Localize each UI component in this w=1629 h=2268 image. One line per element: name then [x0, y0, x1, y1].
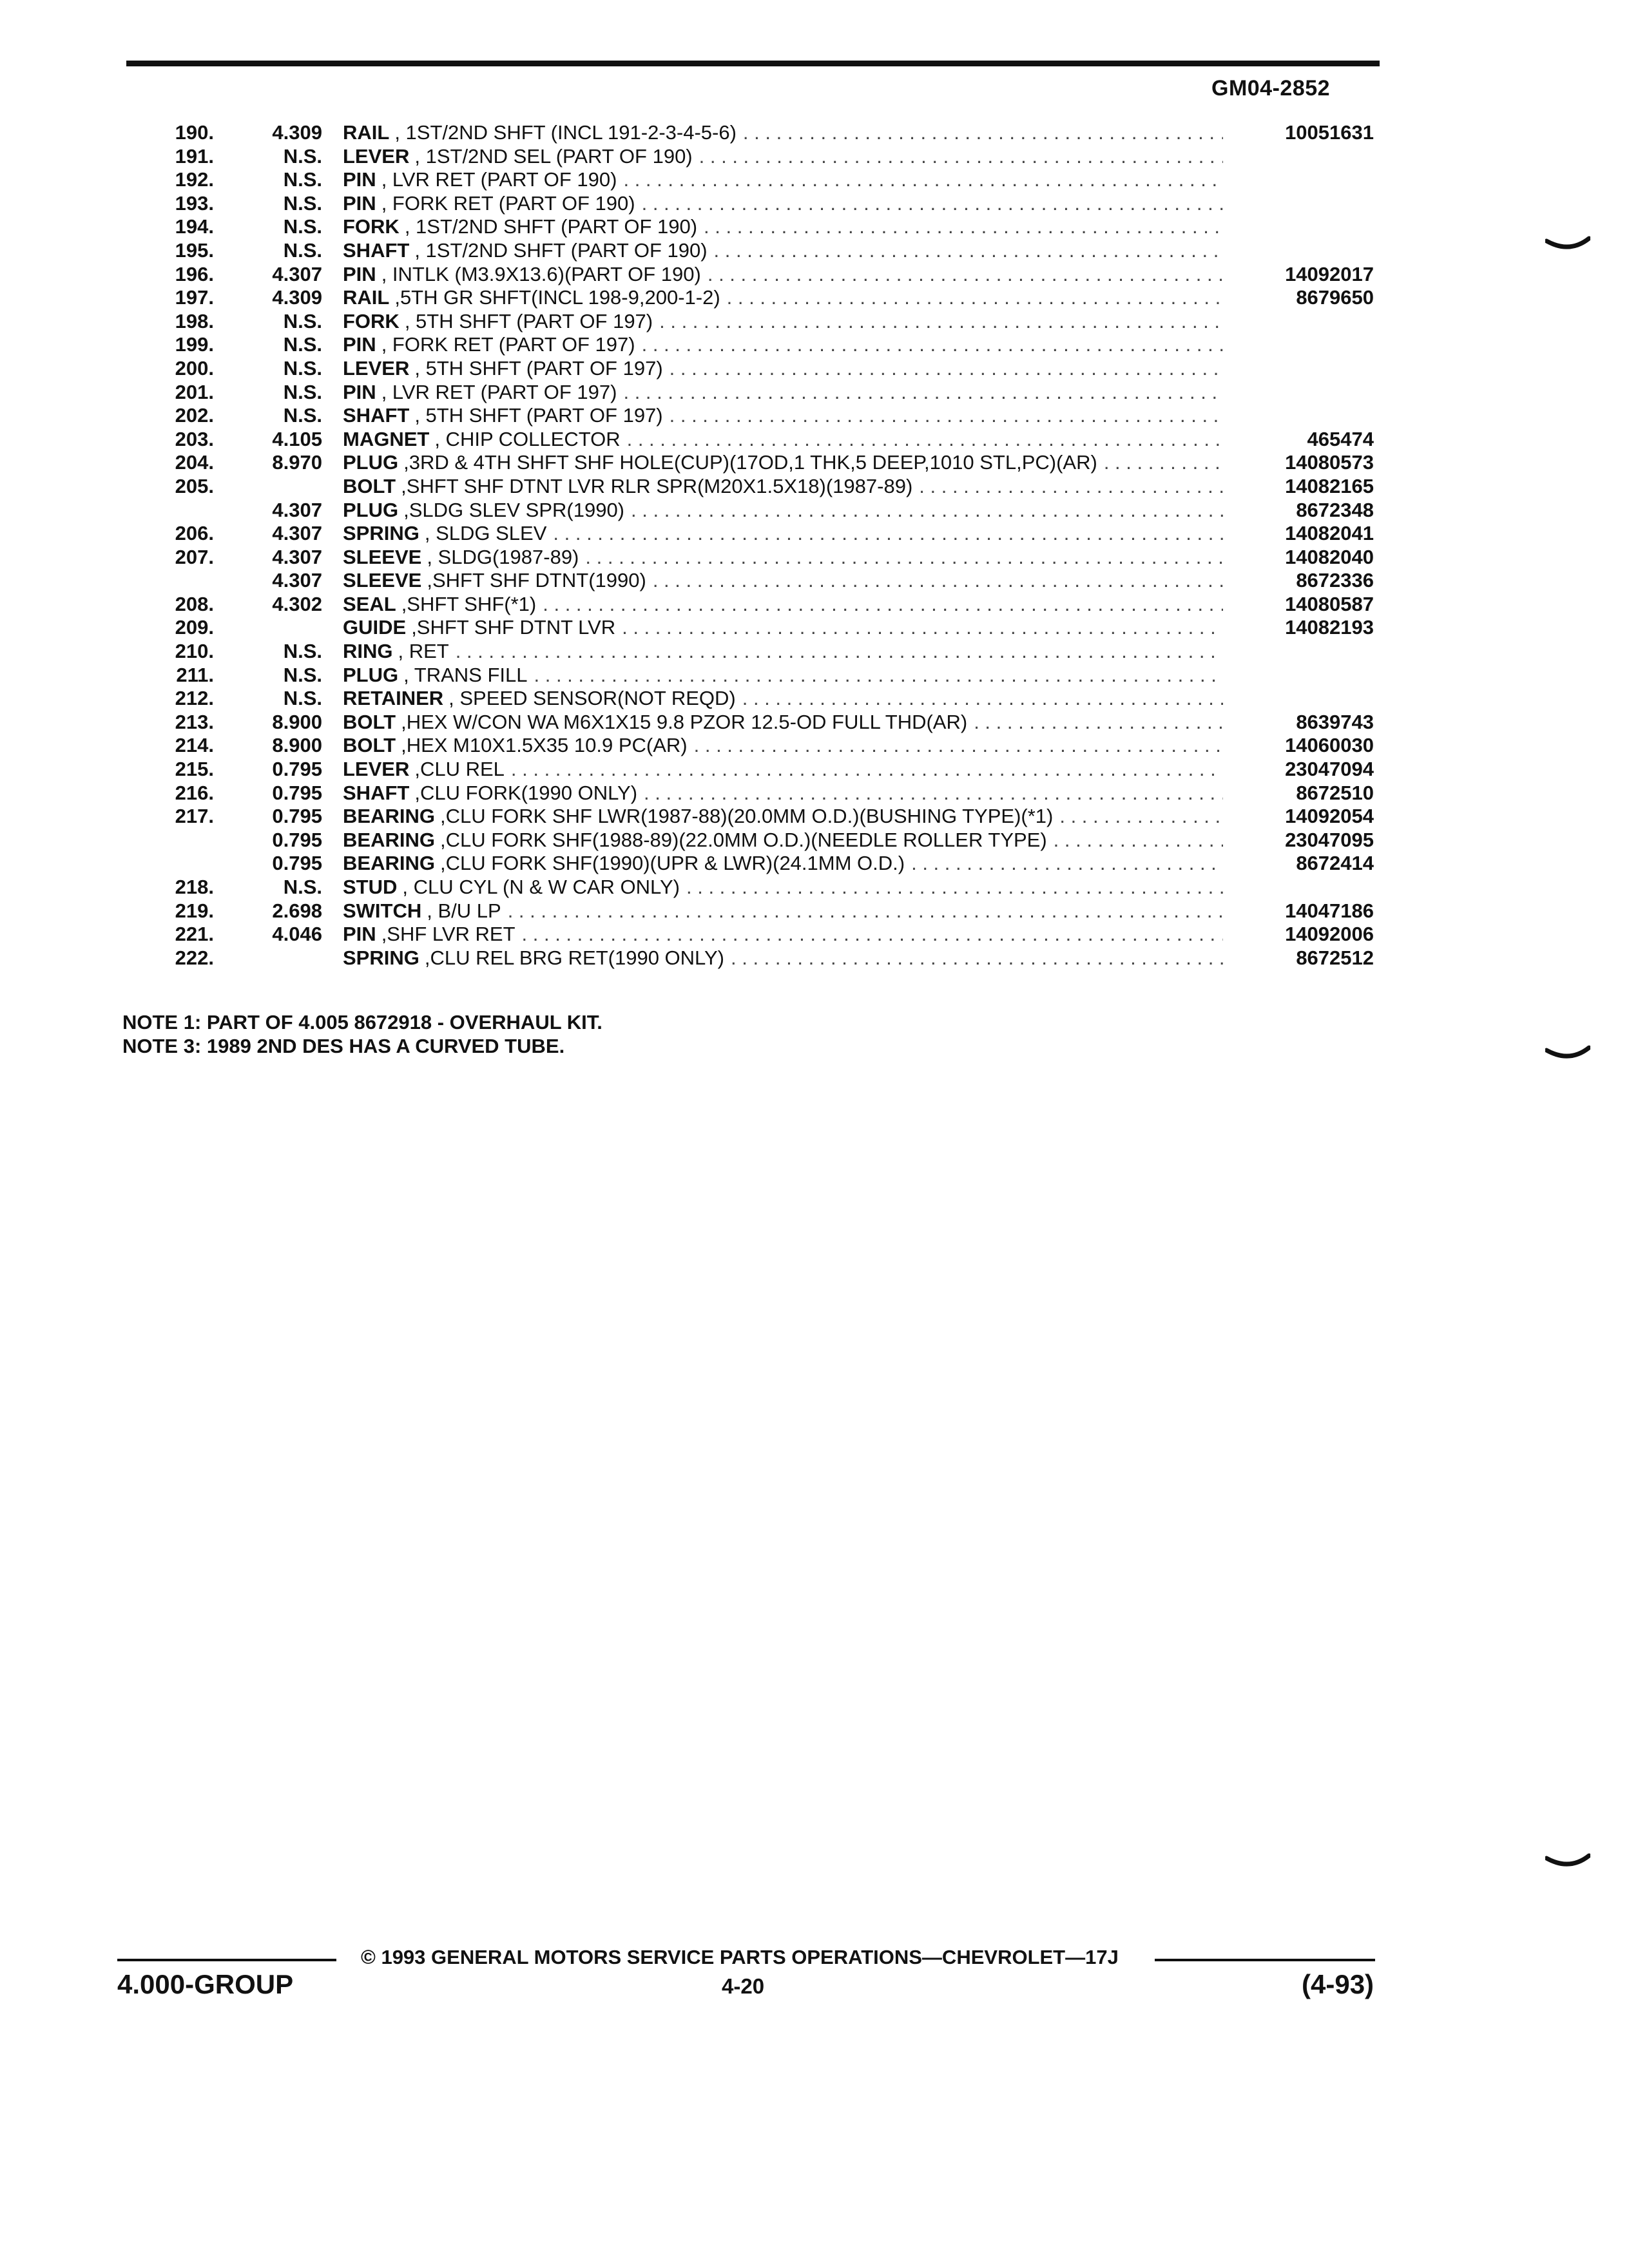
part-number: 14082193 — [1285, 616, 1374, 639]
item-number: 209. — [175, 616, 214, 639]
parts-row — [129, 286, 1379, 310]
part-name: RING — [343, 640, 393, 663]
group-number: N.S. — [283, 640, 322, 663]
dot-leader — [642, 192, 1223, 215]
item-number: 215. — [175, 758, 214, 781]
item-number: 205. — [175, 474, 214, 497]
parts-list — [129, 121, 1379, 970]
part-description — [343, 687, 1374, 710]
dot-leader — [731, 947, 1223, 970]
dot-leader — [708, 263, 1223, 286]
parts-row — [129, 168, 1379, 192]
dot-leader — [631, 499, 1223, 522]
part-name: PLUG — [343, 451, 399, 474]
parts-row — [129, 664, 1379, 687]
part-description — [343, 876, 1374, 899]
part-name: BOLT — [343, 710, 396, 733]
part-detail: ,SHFT SHF DTNT LVR — [411, 616, 616, 639]
group-number: 8.970 — [272, 451, 322, 474]
group-number: 4.307 — [272, 569, 322, 592]
part-number: 14060030 — [1285, 734, 1374, 757]
part-description — [343, 499, 1374, 522]
item-number: 218. — [175, 876, 214, 898]
part-detail: ,HEX W/CON WA M6X1X15 9.8 PZOR 12.5-OD FULL THD(AR) — [401, 710, 968, 733]
item-number: 197. — [175, 286, 214, 309]
part-detail: , LVR RET (PART OF 197) — [381, 380, 617, 403]
parts-row — [129, 687, 1379, 711]
part-detail: ,SHFT SHF(*1) — [401, 592, 537, 615]
parts-row — [129, 263, 1379, 287]
parts-row — [129, 923, 1379, 947]
parts-row — [129, 239, 1379, 263]
part-number: 14082041 — [1285, 522, 1374, 545]
dot-leader — [543, 593, 1223, 616]
binder-mark-icon — [1545, 1045, 1590, 1064]
dot-leader — [699, 145, 1223, 168]
part-name: BEARING — [343, 852, 435, 875]
parts-row — [129, 899, 1379, 923]
item-number: 219. — [175, 899, 214, 922]
group-number: N.S. — [283, 144, 322, 168]
group-number: 2.698 — [272, 899, 322, 922]
part-description — [343, 805, 1374, 828]
part-detail: ,5TH GR SHFT(INCL 198-9,200-1-2) — [394, 286, 720, 309]
part-number: 8672348 — [1296, 498, 1374, 521]
dot-leader — [919, 475, 1223, 498]
dot-leader — [742, 687, 1223, 710]
parts-row — [129, 404, 1379, 428]
footer-rule-left — [117, 1959, 336, 1961]
document-id: GM04-2852 — [1211, 76, 1331, 101]
part-description — [343, 428, 1374, 451]
item-number: 192. — [175, 168, 214, 191]
part-name: BOLT — [343, 734, 396, 757]
notes-section — [122, 1010, 602, 1058]
binder-mark-icon — [1545, 236, 1590, 255]
group-number: 4.046 — [272, 923, 322, 946]
part-description — [343, 121, 1374, 144]
part-description — [343, 522, 1374, 545]
part-detail: , 1ST/2ND SHFT (PART OF 190) — [414, 238, 708, 262]
part-detail: ,SLDG SLEV SPR(1990) — [403, 498, 625, 521]
part-name: SHAFT — [343, 781, 410, 804]
parts-row — [129, 451, 1379, 475]
group-number: 4.307 — [272, 498, 322, 521]
dot-leader — [694, 734, 1223, 757]
part-number: 8672414 — [1296, 852, 1374, 875]
group-label: 4.000-GROUP — [117, 1969, 294, 1999]
part-name: GUIDE — [343, 616, 407, 639]
parts-row — [129, 805, 1379, 829]
dot-leader — [659, 310, 1223, 333]
dot-leader — [456, 640, 1223, 663]
dot-leader — [653, 569, 1223, 592]
dot-leader — [686, 876, 1223, 899]
parts-row — [129, 829, 1379, 852]
part-name: LEVER — [343, 758, 410, 781]
group-number: 0.795 — [272, 828, 322, 851]
part-name: PIN — [343, 168, 376, 191]
part-detail: , SLDG SLEV — [424, 522, 547, 545]
dot-leader — [623, 168, 1223, 191]
part-name: BEARING — [343, 828, 435, 851]
dot-leader — [642, 333, 1223, 356]
group-number: N.S. — [283, 191, 322, 215]
group-number: 0.795 — [272, 758, 322, 781]
item-number: 207. — [175, 545, 214, 568]
part-name: BEARING — [343, 805, 435, 828]
item-number: 190. — [175, 121, 214, 144]
part-detail: , FORK RET (PART OF 197) — [381, 333, 635, 356]
part-detail: , CLU CYL (N & W CAR ONLY) — [402, 876, 680, 898]
parts-row — [129, 428, 1379, 452]
part-description — [343, 664, 1374, 687]
dot-leader — [1059, 805, 1223, 828]
part-detail: , 1ST/2ND SHFT (PART OF 190) — [404, 215, 698, 238]
part-name: SPRING — [343, 946, 419, 969]
part-name: PLUG — [343, 663, 399, 686]
item-number: 200. — [175, 356, 214, 380]
footer-rule-right — [1155, 1959, 1375, 1961]
note-3: NOTE 3: 1989 2ND DES HAS A CURVED TUBE. — [122, 1035, 565, 1057]
group-number: N.S. — [283, 380, 322, 403]
part-number: 14080573 — [1285, 451, 1374, 474]
dot-leader — [627, 428, 1223, 451]
part-name: STUD — [343, 876, 398, 898]
item-number: 217. — [175, 805, 214, 828]
dot-leader — [670, 357, 1223, 380]
part-description — [343, 286, 1374, 309]
part-number: 23047094 — [1285, 758, 1374, 781]
group-number: N.S. — [283, 663, 322, 686]
dot-leader — [1054, 829, 1223, 852]
part-detail: , TRANS FILL — [403, 663, 528, 686]
part-name: SHAFT — [343, 238, 410, 262]
part-description — [343, 546, 1374, 569]
part-name: PIN — [343, 380, 376, 403]
part-detail: ,SHF LVR RET — [381, 923, 516, 946]
dot-leader — [508, 899, 1223, 923]
parts-row — [129, 758, 1379, 782]
part-number: 8639743 — [1296, 710, 1374, 733]
part-name: FORK — [343, 309, 400, 332]
part-number: 8679650 — [1296, 286, 1374, 309]
parts-row — [129, 947, 1379, 970]
group-number: 0.795 — [272, 852, 322, 875]
part-description — [343, 640, 1374, 663]
part-name: RAIL — [343, 121, 390, 144]
part-name: LEVER — [343, 356, 410, 380]
part-detail: , INTLK (M3.9X13.6)(PART OF 190) — [381, 262, 701, 285]
part-detail: , 1ST/2ND SHFT (INCL 191-2-3-4-5-6) — [394, 121, 737, 144]
item-number: 198. — [175, 309, 214, 332]
part-detail: , FORK RET (PART OF 190) — [381, 191, 635, 215]
part-number: 10051631 — [1285, 121, 1374, 144]
parts-row — [129, 852, 1379, 876]
part-number: 8672512 — [1296, 946, 1374, 969]
item-number: 203. — [175, 427, 214, 450]
item-number: 196. — [175, 262, 214, 285]
part-number: 14080587 — [1285, 592, 1374, 615]
part-name: FORK — [343, 215, 400, 238]
group-number: 4.105 — [272, 427, 322, 450]
group-number: N.S. — [283, 215, 322, 238]
note-1: NOTE 1: PART OF 4.005 8672918 - OVERHAUL KIT. — [122, 1011, 602, 1033]
parts-row — [129, 215, 1379, 239]
parts-row — [129, 499, 1379, 523]
item-number: 208. — [175, 592, 214, 615]
part-description — [343, 782, 1374, 805]
item-number: 213. — [175, 710, 214, 733]
part-name: PIN — [343, 191, 376, 215]
part-description — [343, 215, 1374, 238]
part-detail: , RET — [398, 640, 449, 663]
item-number: 212. — [175, 687, 214, 710]
part-number: 14092017 — [1285, 262, 1374, 285]
part-description — [343, 168, 1374, 191]
dot-leader — [743, 121, 1223, 144]
parts-row — [129, 711, 1379, 735]
part-description — [343, 192, 1374, 215]
group-number: N.S. — [283, 238, 322, 262]
part-description — [343, 711, 1374, 734]
dot-leader — [522, 923, 1223, 946]
dot-leader — [534, 664, 1224, 687]
item-number: 206. — [175, 522, 214, 545]
dot-leader — [911, 852, 1223, 875]
part-description — [343, 451, 1374, 474]
part-detail: , 1ST/2ND SEL (PART OF 190) — [414, 144, 693, 168]
part-name: SWITCH — [343, 899, 422, 922]
part-detail: ,CLU FORK SHF(1988-89)(22.0MM O.D.)(NEEDLE ROLLER TYPE) — [439, 828, 1047, 851]
part-detail: ,CLU FORK SHF LWR(1987-88)(20.0MM O.D.)(BUSHING TYPE)(*1) — [439, 805, 1054, 828]
group-number: 4.309 — [272, 121, 322, 144]
item-number: 202. — [175, 404, 214, 427]
dot-leader — [622, 616, 1223, 639]
revision-date: (4-93) — [1302, 1969, 1374, 1999]
part-detail: ,CLU REL BRG RET(1990 ONLY) — [424, 946, 724, 969]
group-number: 0.795 — [272, 781, 322, 804]
item-number: 222. — [175, 946, 214, 969]
parts-row — [129, 782, 1379, 805]
parts-row — [129, 357, 1379, 381]
part-number: 14082040 — [1285, 545, 1374, 568]
dot-leader — [644, 782, 1223, 805]
item-number: 214. — [175, 734, 214, 757]
part-detail: ,SHFT SHF DTNT(1990) — [427, 569, 646, 592]
part-detail: ,3RD & 4TH SHFT SHF HOLE(CUP)(17OD,1 THK,5 DEEP,1010 STL,PC)(AR) — [403, 451, 1097, 474]
part-detail: ,SHFT SHF DTNT LVR RLR SPR(M20X1.5X18)(1987-89) — [401, 474, 913, 497]
part-name: PIN — [343, 923, 376, 946]
part-name: RAIL — [343, 286, 390, 309]
part-number: 23047095 — [1285, 828, 1374, 851]
item-number: 211. — [176, 663, 214, 686]
group-number: N.S. — [283, 333, 322, 356]
part-number: 14092054 — [1285, 805, 1374, 828]
part-detail: , CHIP COLLECTOR — [434, 427, 621, 450]
part-description — [343, 145, 1374, 168]
parts-row — [129, 569, 1379, 593]
group-number: N.S. — [283, 687, 322, 710]
binder-mark-icon — [1545, 1853, 1590, 1872]
part-name: PLUG — [343, 498, 399, 521]
parts-row — [129, 192, 1379, 216]
copyright-line: © 1993 GENERAL MOTORS SERVICE PARTS OPERATIONS—CHEVROLET—17J — [361, 1946, 1119, 1968]
item-number: 204. — [175, 451, 214, 474]
group-number: N.S. — [283, 876, 322, 898]
header-rule — [126, 61, 1380, 66]
parts-row — [129, 593, 1379, 617]
part-description — [343, 333, 1374, 356]
part-description — [343, 852, 1374, 875]
group-number: 8.900 — [272, 710, 322, 733]
parts-row — [129, 546, 1379, 570]
part-name: PIN — [343, 333, 376, 356]
part-name: SPRING — [343, 522, 419, 545]
parts-row — [129, 310, 1379, 334]
item-number: 195. — [175, 238, 214, 262]
part-name: MAGNET — [343, 427, 430, 450]
part-description — [343, 923, 1374, 946]
part-name: SHAFT — [343, 404, 410, 427]
part-description — [343, 734, 1374, 757]
part-description — [343, 263, 1374, 286]
part-detail: ,HEX M10X1.5X35 10.9 PC(AR) — [401, 734, 688, 757]
part-number: 8672510 — [1296, 781, 1374, 804]
group-number: 4.307 — [272, 545, 322, 568]
parts-row — [129, 876, 1379, 899]
part-number: 14092006 — [1285, 923, 1374, 946]
group-number: N.S. — [283, 356, 322, 380]
item-number: 194. — [175, 215, 214, 238]
dot-leader — [714, 239, 1223, 262]
part-name: SLEEVE — [343, 545, 422, 568]
item-number: 191. — [175, 144, 214, 168]
part-description — [343, 593, 1374, 616]
parts-row — [129, 381, 1379, 405]
dot-leader — [727, 286, 1223, 309]
dot-leader — [511, 758, 1223, 781]
item-number: 193. — [175, 191, 214, 215]
part-detail: , SLDG(1987-89) — [427, 545, 579, 568]
dot-leader — [1104, 451, 1223, 474]
dot-leader — [585, 546, 1223, 569]
parts-row — [129, 640, 1379, 664]
group-number: N.S. — [283, 309, 322, 332]
dot-leader — [623, 381, 1223, 404]
item-number: 199. — [175, 333, 214, 356]
part-name: SEAL — [343, 592, 396, 615]
group-number: 4.307 — [272, 522, 322, 545]
part-description — [343, 310, 1374, 333]
dot-leader — [704, 215, 1223, 238]
part-name: SLEEVE — [343, 569, 422, 592]
part-detail: , 5TH SHFT (PART OF 197) — [404, 309, 653, 332]
part-detail: ,CLU FORK SHF(1990)(UPR & LWR)(24.1MM O.D.) — [439, 852, 905, 875]
part-number: 14082165 — [1285, 474, 1374, 497]
page-number: 4-20 — [722, 1974, 765, 1998]
parts-row — [129, 616, 1379, 640]
item-number: 201. — [175, 380, 214, 403]
group-number: 8.900 — [272, 734, 322, 757]
group-number: 4.307 — [272, 262, 322, 285]
part-detail: , 5TH SHFT (PART OF 197) — [414, 404, 663, 427]
part-description — [343, 239, 1374, 262]
part-description — [343, 758, 1374, 781]
part-number: 465474 — [1307, 427, 1374, 450]
part-number: 14047186 — [1285, 899, 1374, 922]
group-number: N.S. — [283, 404, 322, 427]
part-description — [343, 404, 1374, 427]
part-detail: , SPEED SENSOR(NOT REQD) — [448, 687, 736, 710]
part-description — [343, 947, 1374, 970]
part-name: RETAINER — [343, 687, 444, 710]
part-number: 8672336 — [1296, 569, 1374, 592]
parts-row — [129, 121, 1379, 145]
dot-leader — [670, 404, 1223, 427]
part-detail: , B/U LP — [427, 899, 501, 922]
part-name: BOLT — [343, 474, 396, 497]
group-number: 4.309 — [272, 286, 322, 309]
part-description — [343, 357, 1374, 380]
part-description — [343, 899, 1374, 923]
parts-row — [129, 734, 1379, 758]
parts-row — [129, 522, 1379, 546]
dot-leader — [974, 711, 1223, 734]
part-detail: , LVR RET (PART OF 190) — [381, 168, 617, 191]
part-detail: ,CLU REL — [414, 758, 505, 781]
part-description — [343, 569, 1374, 592]
parts-row — [129, 475, 1379, 499]
group-number: 4.302 — [272, 592, 322, 615]
item-number: 216. — [175, 781, 214, 804]
item-number: 221. — [175, 923, 214, 946]
parts-row — [129, 333, 1379, 357]
part-description — [343, 829, 1374, 852]
part-name: PIN — [343, 262, 376, 285]
part-detail: , 5TH SHFT (PART OF 197) — [414, 356, 663, 380]
item-number: 210. — [175, 640, 214, 663]
part-name: LEVER — [343, 144, 410, 168]
part-description — [343, 381, 1374, 404]
parts-row — [129, 145, 1379, 169]
dot-leader — [553, 522, 1223, 545]
part-description — [343, 616, 1374, 639]
part-description — [343, 475, 1374, 498]
group-number: N.S. — [283, 168, 322, 191]
part-detail: ,CLU FORK(1990 ONLY) — [414, 781, 638, 804]
group-number: 0.795 — [272, 805, 322, 828]
